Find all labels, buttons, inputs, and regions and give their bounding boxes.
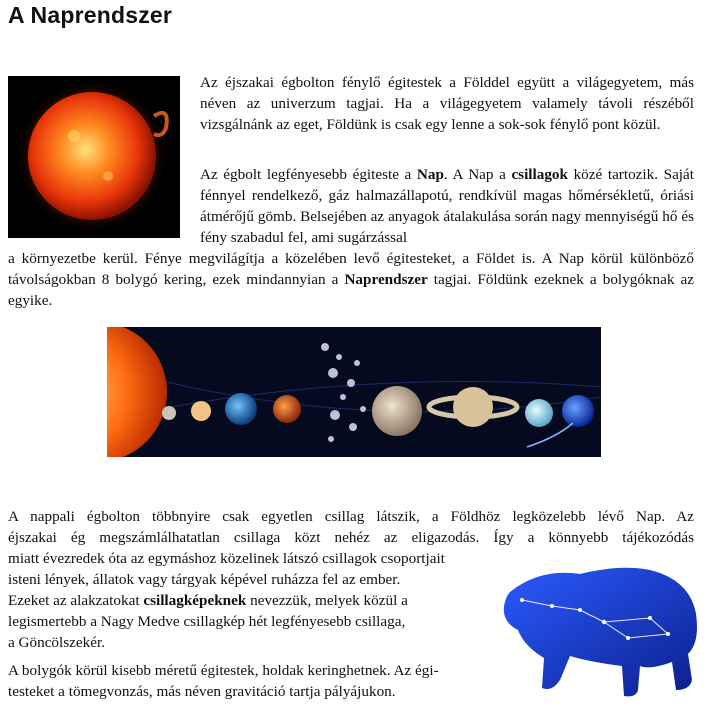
page-title: A Naprendszer [8, 2, 173, 28]
paragraph-constellation-line-2: éjszakai ég megszámlálhatatlan csillaga közt nehéz az eligazodás. Így a könnyebb tájékozódás [8, 529, 694, 546]
paragraph-moons-line-2: testeket a tömegvonzás, más néven gravitáció tartja pályájukon. [8, 683, 396, 700]
great-bear-image [500, 562, 700, 702]
paragraph-universe: Az éjszakai égbolton fénylő égitestek a Földdel együtt a világegyetem, más néven az univerzum tagjai. Ha a világegyetem valamely távoli részéből vizsgálnánk az eget, Földünk is csak egy lenne a sok-sok fénylő pont közül. [200, 74, 694, 133]
paragraph-constellation-line-3: miatt évezredek óta az egymáshoz közelinek látszó csillagok csoportjait [8, 550, 445, 567]
paragraph-constellation-line-5: Ezeket az alakzatokat csillagképeknek nevezzük, melyek közül a [8, 592, 408, 609]
paragraph-sun-continued: a környezetbe kerül. Fénye megvilágítja a közelében levő égitesteket, a Földet is. A Nap körül különböző távolságokban 8 bolygó kering, ezek mindannyian a Naprendszer tagjai. Földünk ezeknek a bolygóknak az egyike. [8, 250, 694, 309]
paragraph-constellation-line-1: A nappali égbolton többnyire csak egyetlen csillag látszik, a Földhöz legközelebb lévő Nap. Az [8, 508, 694, 525]
paragraph-constellation-line-7: a Göncölszekér. [8, 634, 105, 651]
paragraph-moons-line-1: A bolygók körül kisebb méretű égitestek, holdak keringhetnek. Az égi- [8, 662, 439, 679]
sun-image [8, 76, 180, 238]
paragraph-constellation-line-4: isteni lények, állatok vagy tárgyak képével ruházza fel az ember. [8, 571, 401, 588]
solar-system-image [107, 327, 601, 457]
paragraph-constellation-line-6: legismertebb a Nagy Medve csillagkép hét legfényesebb csillaga, [8, 613, 406, 630]
paragraph-sun: Az égbolt legfényesebb égitestе a Nap. A Nap a csillagok közé tartozik. Saját fénnyel rendelkező, gáz halmazállapotú, rendkívül magas hőmérsékletű, óriási átmérőjű gömb. Belsejében az anyagok átalakulása során nagy mennyiségű hő és fény szabadul fel, ami sugárzással [200, 166, 694, 246]
